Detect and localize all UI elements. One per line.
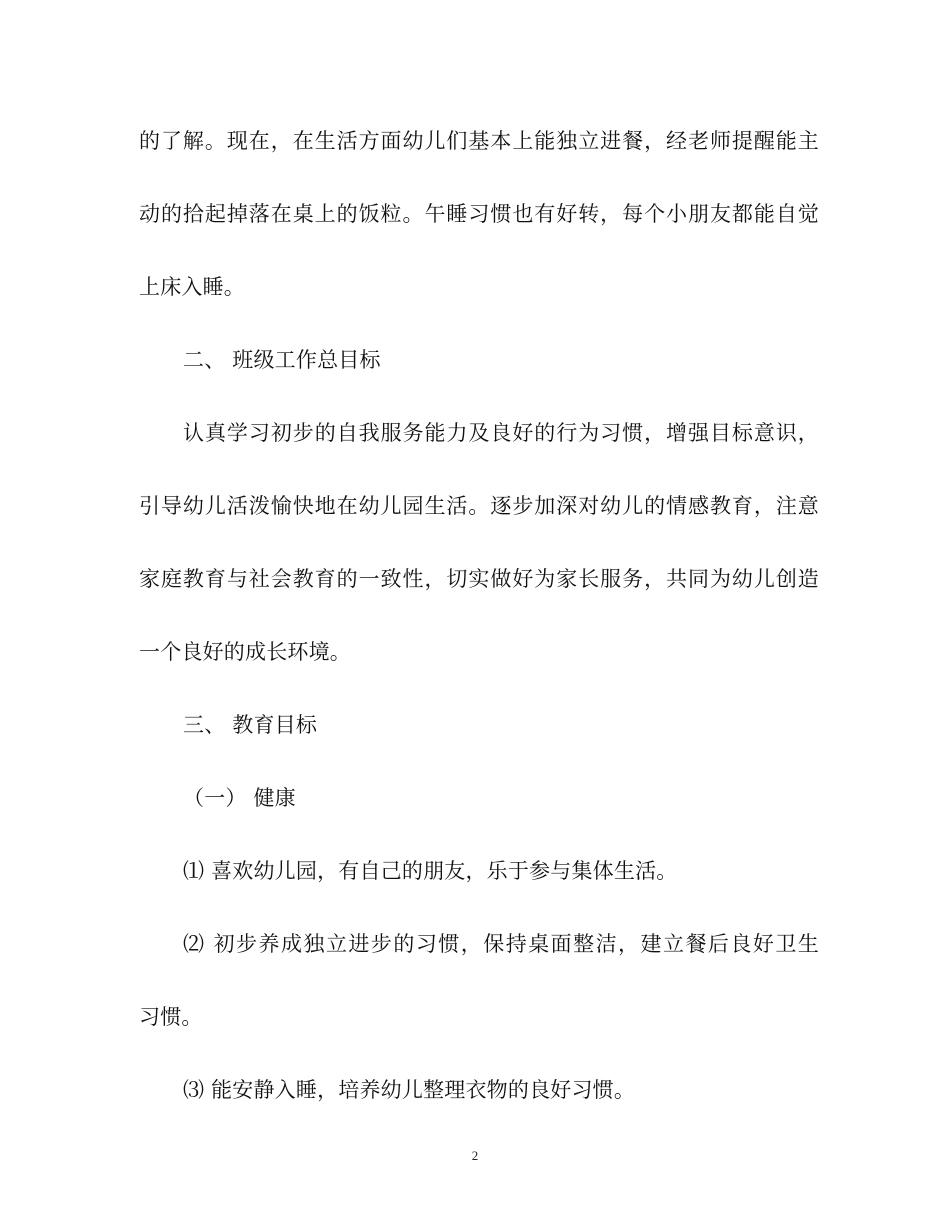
section-heading-education-goals: 三、 教育目标	[183, 713, 318, 737]
paragraph-line-3: 上床入睡。	[139, 275, 245, 299]
list-item-3: ⑶ 能安静入睡，培养幼儿整理衣物的良好习惯。	[183, 1078, 636, 1102]
paragraph-line-5: 认真学习初步的自我服务能力及良好的行为习惯，增强目标意识，	[183, 421, 819, 445]
list-item-1: ⑴ 喜欢幼儿园，有自己的朋友，乐于参与集体生活。	[183, 859, 678, 883]
page-number: 2	[471, 1148, 479, 1163]
section-heading-class-goals: 二、 班级工作总目标	[183, 348, 381, 372]
paragraph-line-7: 家庭教育与社会教育的一致性，切实做好为家长服务，共同为幼儿创造	[139, 567, 819, 591]
list-item-2-line-1: ⑵ 初步养成独立进步的习惯，保持桌面整洁，建立餐后良好卫生	[183, 932, 819, 956]
paragraph-line-2: 动的拾起掉落在桌上的饭粒。午睡习惯也有好转，每个小朋友都能自觉	[139, 202, 819, 226]
subsection-heading-health: （一） 健康	[183, 786, 296, 810]
list-item-2-line-2: 习惯。	[139, 1005, 203, 1029]
paragraph-line-8: 一个良好的成长环境。	[139, 640, 351, 664]
paragraph-line-6: 引导幼儿活泼愉快地在幼儿园生活。逐步加深对幼儿的情感教育，注意	[139, 494, 819, 518]
paragraph-line-1: 的了解。现在，在生活方面幼儿们基本上能独立进餐，经老师提醒能主	[139, 129, 819, 153]
